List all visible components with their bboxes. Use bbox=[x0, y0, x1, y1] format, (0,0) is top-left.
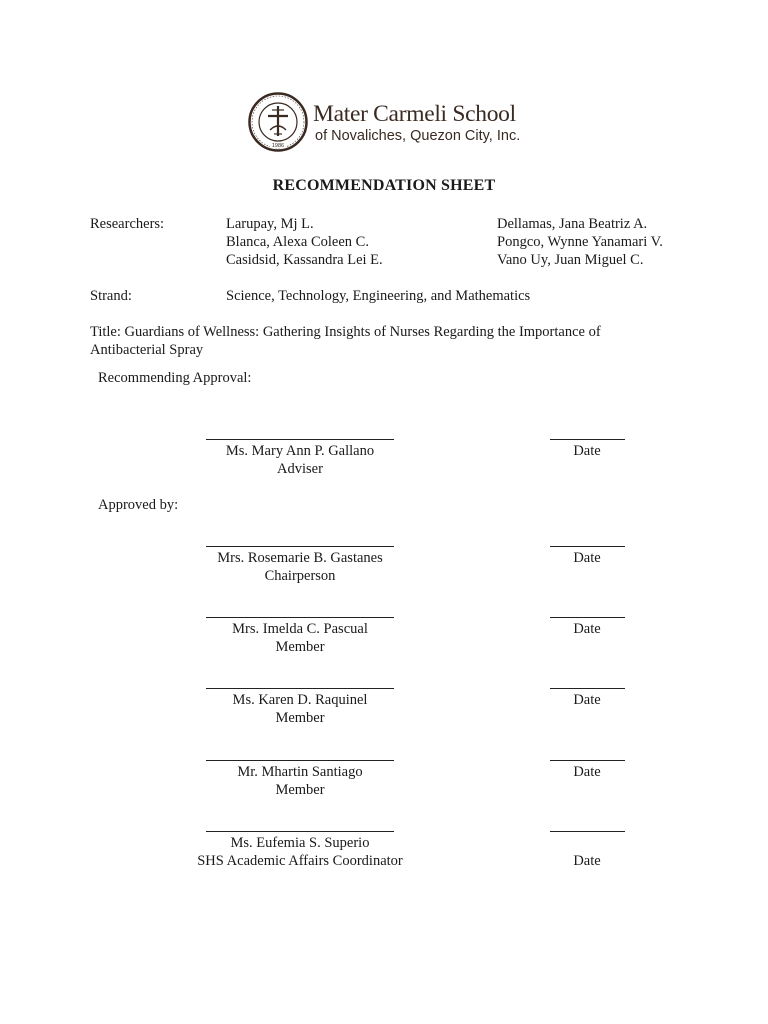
date-line bbox=[550, 831, 625, 832]
researcher-name: Casidsid, Kassandra Lei E. bbox=[226, 252, 383, 268]
signatory-name: Mrs. Imelda C. Pascual bbox=[232, 621, 368, 637]
signatory-name: Mrs. Rosemarie B. Gastanes bbox=[217, 550, 383, 566]
researcher-name: Blanca, Alexa Coleen C. bbox=[226, 234, 369, 250]
date-line bbox=[550, 760, 625, 761]
date-label: Date bbox=[573, 764, 601, 780]
signature-line bbox=[206, 439, 394, 440]
signature-line bbox=[206, 688, 394, 689]
researcher-name: Dellamas, Jana Beatriz A. bbox=[497, 216, 648, 232]
signatory-role: Member bbox=[275, 710, 325, 726]
approved-by-label: Approved by: bbox=[98, 497, 179, 513]
date-line bbox=[550, 617, 625, 618]
signatory-role: Member bbox=[275, 782, 325, 798]
researcher-name: Vano Uy, Juan Miguel C. bbox=[497, 252, 644, 268]
signatory-role: Adviser bbox=[277, 461, 323, 477]
svg-text:1986: 1986 bbox=[271, 143, 285, 149]
school-name: Mater Carmeli School bbox=[313, 101, 516, 127]
strand-value: Science, Technology, Engineering, and Mathematics bbox=[226, 288, 531, 304]
date-label: Date bbox=[573, 692, 601, 708]
researcher-name: Pongco, Wynne Yanamari V. bbox=[497, 234, 663, 250]
signatory-name: Ms. Mary Ann P. Gallano bbox=[225, 443, 375, 459]
research-title-line-2: Antibacterial Spray bbox=[90, 342, 204, 358]
researcher-name: Larupay, Mj L. bbox=[226, 216, 314, 232]
signatory-role: Chairperson bbox=[264, 568, 336, 584]
signatory-name: Mr. Mhartin Santiago bbox=[237, 764, 363, 780]
recommending-approval-label: Recommending Approval: bbox=[98, 370, 252, 386]
research-title-line-1: Title: Guardians of Wellness: Gathering Insights of Nurses Regarding the Importance of bbox=[90, 324, 601, 340]
signature-line bbox=[206, 546, 394, 547]
date-line bbox=[550, 688, 625, 689]
date-label: Date bbox=[573, 550, 601, 566]
date-label: Date bbox=[573, 853, 601, 869]
school-seal-logo bbox=[248, 92, 308, 152]
date-line bbox=[550, 439, 625, 440]
school-subtitle: of Novaliches, Quezon City, Inc. bbox=[315, 128, 521, 144]
date-label: Date bbox=[573, 621, 601, 637]
document-title: RECOMMENDATION SHEET bbox=[272, 177, 496, 194]
signatory-role: Member bbox=[275, 639, 325, 655]
signatory-name: Ms. Karen D. Raquinel bbox=[232, 692, 368, 708]
signature-line bbox=[206, 831, 394, 832]
signature-line bbox=[206, 760, 394, 761]
strand-label: Strand: bbox=[90, 288, 132, 304]
researchers-label: Researchers: bbox=[90, 216, 165, 232]
date-line bbox=[550, 546, 625, 547]
signatory-name: Ms. Eufemia S. Superio bbox=[230, 835, 370, 851]
signature-line bbox=[206, 617, 394, 618]
date-label: Date bbox=[573, 443, 601, 459]
signatory-role: SHS Academic Affairs Coordinator bbox=[197, 853, 403, 869]
